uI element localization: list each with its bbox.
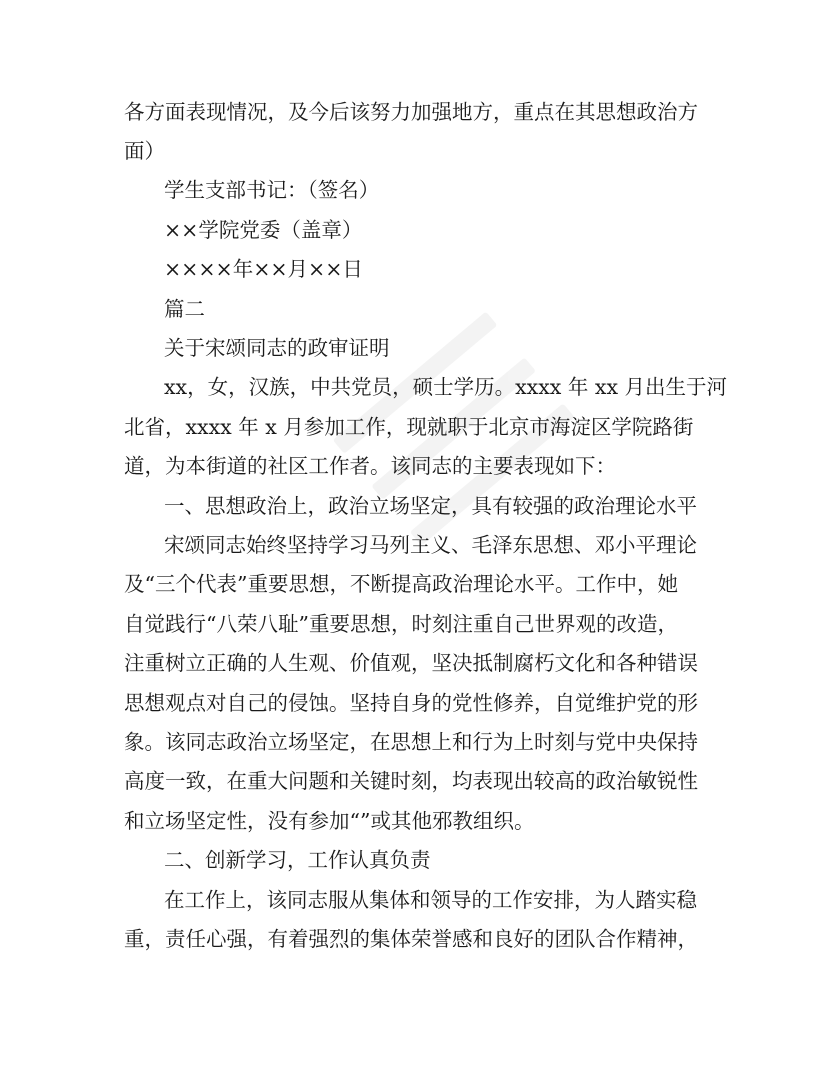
paragraph-line: 北省，xxxx 年 x 月参加工作，现就职于北京市海淀区学院路街 bbox=[124, 415, 694, 439]
paragraph-line: 宋颂同志始终坚持学习马列主义、毛泽东思想、邓小平理论 bbox=[164, 533, 697, 557]
paragraph-line: 各方面表现情况，及今后该努力加强地方，重点在其思想政治方 bbox=[124, 100, 698, 124]
paragraph-line: 象。该同志政治立场坚定，在思想上和行为上时刻与党中央保持 bbox=[124, 730, 698, 754]
paragraph-line: 道，为本街道的社区工作者。该同志的主要表现如下： bbox=[124, 454, 616, 478]
paragraph-line: 重，责任心强，有着强烈的集体荣誉感和良好的团队合作精神， bbox=[124, 927, 698, 951]
paragraph-line: 自觉践行“八荣八耻”重要思想，时刻注重自己世界观的改造， bbox=[124, 612, 678, 636]
seal-line: ××学院党委（盖章） bbox=[164, 218, 363, 242]
subheading: 二、创新学习，工作认真负责 bbox=[164, 848, 431, 872]
signature-line: 学生支部书记：（签名） bbox=[164, 178, 380, 202]
paragraph-line: xx，女，汉族，中共党员，硕士学历。xxxx 年 xx 月出生于河 bbox=[164, 375, 728, 399]
paragraph-line: 思想观点对自己的侵蚀。坚持自身的党性修养，自觉维护党的形 bbox=[124, 691, 698, 715]
section-heading: 篇二 bbox=[164, 297, 205, 321]
date-line: ××××年××月××日 bbox=[164, 257, 363, 281]
paragraph-line: 和立场坚定性，没有参加“”或其他邪教组织。 bbox=[124, 809, 535, 833]
paragraph-line: 及“三个代表”重要思想，不断提高政治理论水平。工作中，她 bbox=[124, 572, 678, 596]
document-title: 关于宋颂同志的政审证明 bbox=[164, 336, 390, 360]
paragraph-line: 高度一致，在重大问题和关键时刻，均表现出较高的政治敏锐性 bbox=[124, 769, 698, 793]
paragraph-line: 面） bbox=[124, 139, 165, 163]
subheading: 一、思想政治上，政治立场坚定，具有较强的政治理论水平 bbox=[164, 494, 697, 518]
paragraph-line: 注重树立正确的人生观、价值观，坚决抵制腐朽文化和各种错误 bbox=[124, 651, 698, 675]
paragraph-line: 在工作上，该同志服从集体和领导的工作安排，为人踏实稳 bbox=[164, 888, 697, 912]
